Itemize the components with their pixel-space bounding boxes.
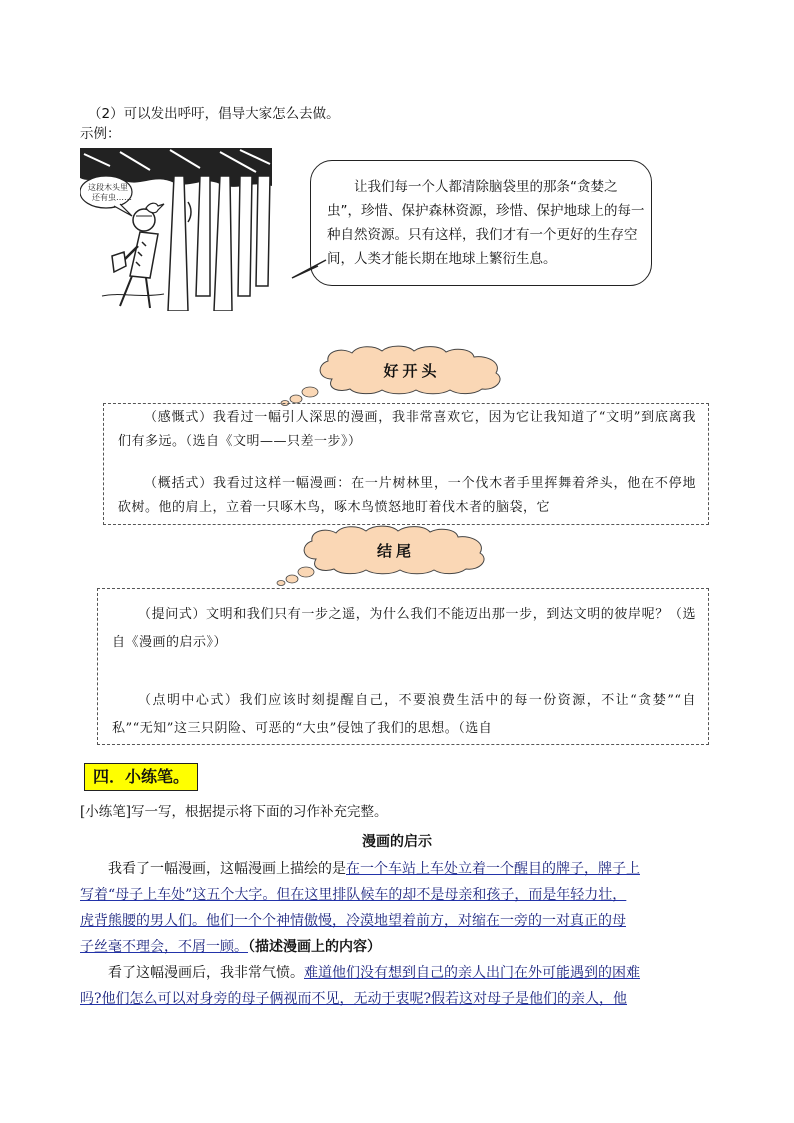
essay-line — [80, 908, 720, 934]
good-start-cloud — [312, 345, 512, 395]
essay-p1-fill-1: 在一个车站上车处立着一个醒目的牌子，牌子上 — [346, 861, 640, 877]
ending-heading: 结尾 — [376, 541, 415, 560]
cartoon-speech-line-1: 这段木头里 — [88, 183, 128, 192]
essay-title: 漫画的启示 — [362, 834, 432, 850]
ending-para-2: （点明中心式）我们应该时刻提醒自己，不要浪费生活中的每一份资源，不让“贪婪”“自私”“无知”这三只阴险、可恶的“大虫”侵蚀了我们的思想。（选自 — [112, 693, 696, 736]
ending-box — [97, 588, 709, 745]
practice-instruction: [小练笔]写一写，根据提示将下面的习作补充完整。 — [80, 804, 388, 820]
cartoon-illustration — [80, 146, 272, 311]
essay-p2-lead: 看了这幅漫画后，我非常气愤。 — [108, 965, 304, 981]
essay-line — [80, 934, 720, 960]
essay-line — [80, 986, 720, 1012]
speech-bubble — [310, 160, 652, 286]
essay-p1-lead: 我看了一幅漫画，这幅漫画上描绘的是 — [108, 861, 346, 877]
essay-p2-fill-2: 吗?他们怎么可以对身旁的母子俩视而不见，无动于衷呢?假若这对母子是他们的亲人，他 — [80, 991, 628, 1007]
bubble-tail-icon — [290, 258, 330, 280]
essay-p2-fill-1: 难道他们没有想到自己的亲人出门在外可能遇到的困难 — [304, 965, 640, 981]
good-start-para-1: （感慨式）我看过一幅引人深思的漫画，我非常喜欢它，因为它让我知道了“文明”到底离我们有多远。（选自《文明——只差一步》） — [118, 410, 696, 449]
ending-para-1: （提问式）文明和我们只有一步之遥，为什么我们不能迈出那一步，到达文明的彼岸呢？（选自《漫画的启示》） — [112, 607, 696, 650]
woodcutter-cartoon-image — [80, 146, 272, 311]
essay-p1-hint: （描述漫画上的内容） — [248, 939, 381, 955]
ending-cloud — [296, 525, 496, 575]
cloud-bubbles-icon — [276, 566, 316, 586]
section-heading: 四．小练笔。 — [84, 763, 198, 791]
essay-p1-fill-2: 写着“母子上车处”这五个大字。但在这里排队候车的却不是母亲和孩子，而是年轻力壮， — [80, 887, 627, 903]
good-start-heading: 好开头 — [383, 361, 441, 380]
good-start-para-2: （概括式）我看过这样一幅漫画：在一片树林里，一个伐木者手里挥舞着斧头，他在不停地砍树。他的肩上，立着一只啄木鸟，啄木鸟愤怒地盯着伐木者的脑袋，它 — [118, 476, 696, 515]
essay-p1-fill-4: 子丝毫不理会，不屑一顾。 — [80, 939, 248, 955]
bubble-text: 让我们每一个人都清除脑袋里的那条“贪婪之虫”，珍惜、保护森林资源，珍惜、保护地球上的每一种自然资源。只有这样，我们才有一个更好的生存空间，人类才能长期在地球上繁衍生息。 — [327, 179, 645, 267]
essay-body — [80, 856, 720, 1012]
essay-line — [80, 960, 720, 986]
cartoon-speech-line-2: 还有虫…… — [92, 193, 132, 202]
example-label: 示例： — [80, 126, 121, 142]
essay-p1-fill-3: 虎背熊腰的男人们。他们一个个神情傲慢，冷漠地望着前方，对缩在一旁的一对真正的母 — [80, 913, 626, 929]
essay-line — [80, 856, 720, 882]
essay-line — [80, 882, 720, 908]
good-start-box — [103, 403, 709, 525]
point-text: （2）可以发出呼吁，倡导大家怎么去做。 — [88, 106, 340, 122]
